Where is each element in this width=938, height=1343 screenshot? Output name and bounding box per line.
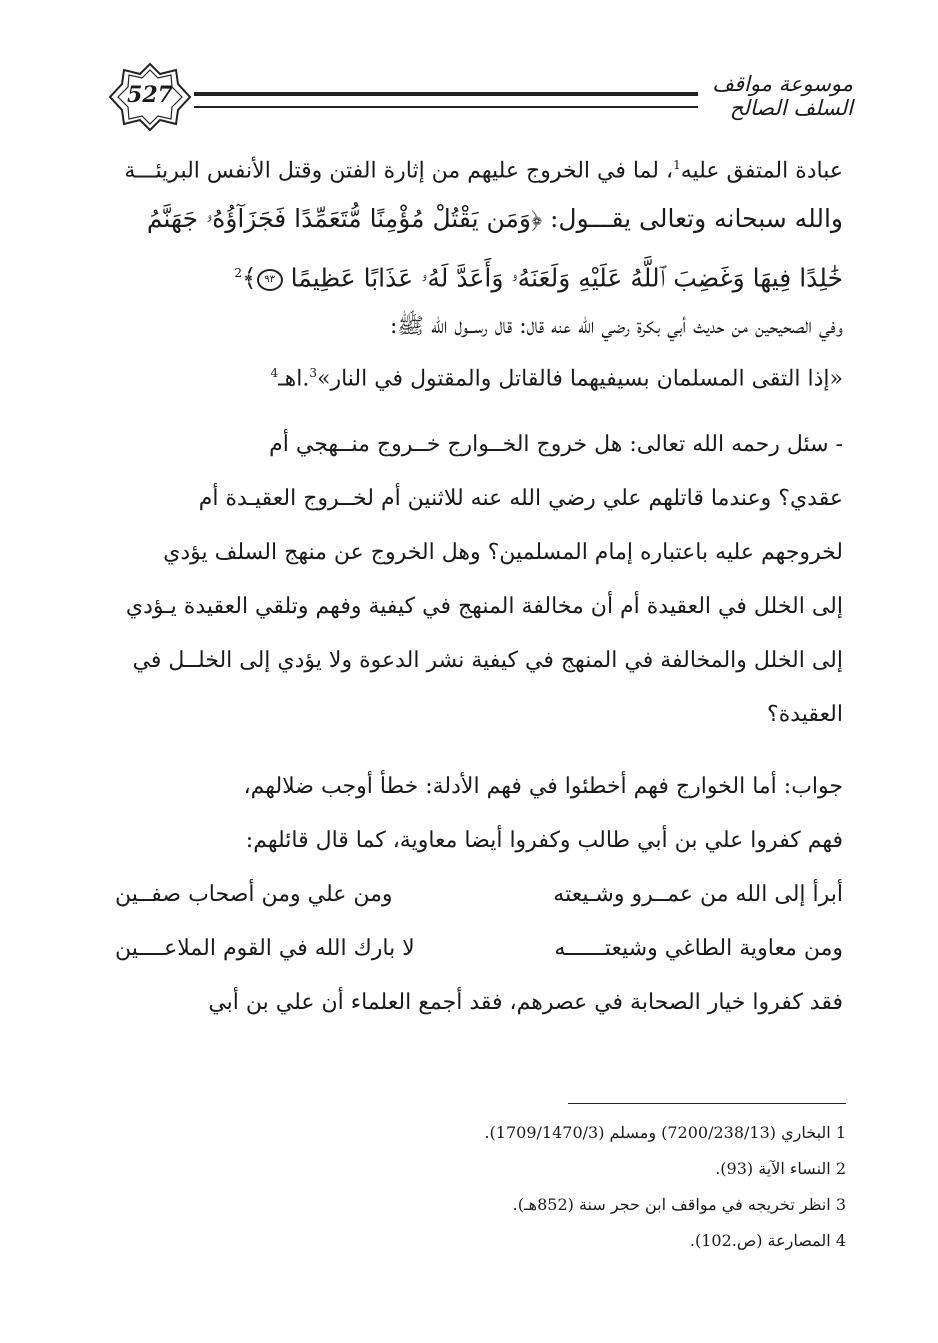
poem-hemistich: ومن معاوية الطاغي وشيعتــــــه bbox=[554, 936, 843, 961]
footnote-number: 3 bbox=[835, 1195, 846, 1214]
text-line: لخروجهم عليه باعتباره إمام المسلمين؟ وهل الخروج عن منهج السلف يؤدي bbox=[163, 540, 843, 565]
page-number-badge bbox=[108, 62, 192, 132]
series-title: موسوعة مواقف السلف الصالح bbox=[712, 72, 853, 120]
text-line: فهم كفروا علي بن أبي طالب وكفروا أيضا معاوية، كما قال قائلهم: bbox=[245, 828, 843, 853]
text-span: ﴾ bbox=[242, 263, 257, 293]
text-line: إلى الخلل في العقيدة أم أن مخالفة المنهج في كيفية وفهم وتلقي العقيدة يـؤدي bbox=[125, 594, 843, 619]
footnote-number: 4 bbox=[835, 1231, 846, 1250]
poem-hemistich: ومن علي ومن أصحاب صفــين bbox=[115, 882, 393, 907]
poem-hemistich: أبرأ إلى الله من عمــرو وشـيعته bbox=[553, 882, 843, 907]
footnote-ref: 1 bbox=[673, 158, 681, 172]
text-line: فقد كفروا خيار الصحابة في عصرهم، فقد أجمع العلماء أن علي بن أبي bbox=[208, 990, 843, 1015]
main-text bbox=[115, 138, 843, 1030]
poem-hemistich: لا بارك الله في القوم الملاعــــين bbox=[115, 936, 415, 961]
page-header bbox=[108, 62, 853, 132]
footnote-ref: 2 bbox=[234, 266, 243, 280]
text-line: العقيدة؟ bbox=[767, 702, 843, 727]
page-number: 527 bbox=[127, 82, 173, 108]
text-line: جواب: أما الخوارج فهم أخطئوا في فهم الأدلة: خطأ أوجب ضلالهم، bbox=[243, 774, 843, 799]
footnote-text: المصارعة (ص.102). bbox=[689, 1231, 831, 1250]
text-line: إلى الخلل والمخالفة في المنهج في كيفية نشر الدعوة ولا يؤدي إلى الخلــل في bbox=[132, 648, 843, 673]
footnotes bbox=[300, 1115, 846, 1259]
footnote-text: البخاري (7200/238/13) ومسلم (1709/1470/3). bbox=[484, 1123, 831, 1142]
text-line: - سئل رحمه الله تعالى: هل خروج الخــوارج خــروج منــهجي أم bbox=[269, 432, 843, 457]
poem-verse bbox=[115, 922, 843, 976]
footnote bbox=[300, 1223, 846, 1259]
text-line bbox=[115, 346, 843, 400]
footnote bbox=[300, 1115, 846, 1151]
footnote-number: 2 bbox=[835, 1159, 846, 1178]
text-span: خَٰلِدًا فِيهَا وَغَضِبَ ٱللَّهُ عَلَيْهِ وَلَعَنَهُۥ وَأَعَدَّ لَهُۥ عَذَابًا عَظِيمًا bbox=[290, 263, 843, 293]
quran-line: والله سبحانه وتعالى يقـــول: ﴿وَمَن يَقْتُلْ مُؤْمِنًا مُّتَعَمِّدًا فَجَزَآؤُهُۥ جَهَنَّمُ bbox=[146, 204, 843, 233]
verse-number-mark: ٩٣ bbox=[257, 269, 283, 291]
quran-line bbox=[115, 246, 843, 300]
footnote-text: النساء الآية (93). bbox=[715, 1159, 831, 1178]
text-line: عقدي؟ وعندما قاتلهم علي رضي الله عنه للاثنين أم لخــروج العقيـدة أم bbox=[198, 486, 843, 511]
header-rule bbox=[194, 92, 698, 108]
footnote-text: انظر تخريجه في مواقف ابن حجر سنة (852هـ). bbox=[512, 1195, 831, 1214]
footnote-number: 1 bbox=[835, 1123, 846, 1142]
text-span: «إذا التقى المسلمان بسيفيهما فالقاتل والمقتول في النار» bbox=[316, 366, 843, 392]
poem-verse bbox=[115, 868, 843, 922]
text-line bbox=[115, 138, 843, 192]
text-span: عبادة المتفق عليه bbox=[680, 158, 843, 184]
footnote bbox=[300, 1187, 846, 1223]
text-span: ، لما في الخروج عليهم من إثارة الفتن وقتل الأنفس البريئـــة bbox=[124, 158, 674, 184]
footnote-separator bbox=[568, 1103, 846, 1104]
footnote-ref: 3 bbox=[309, 366, 317, 380]
footnote-ref: 4 bbox=[270, 366, 279, 380]
footnote bbox=[300, 1151, 846, 1187]
text-line: وفي الصحيحين من حديث أبي بكرة رضي الله عنه قال: قال رســول الله ﷺ: bbox=[389, 314, 843, 339]
text-span: .اهـ bbox=[278, 366, 310, 392]
